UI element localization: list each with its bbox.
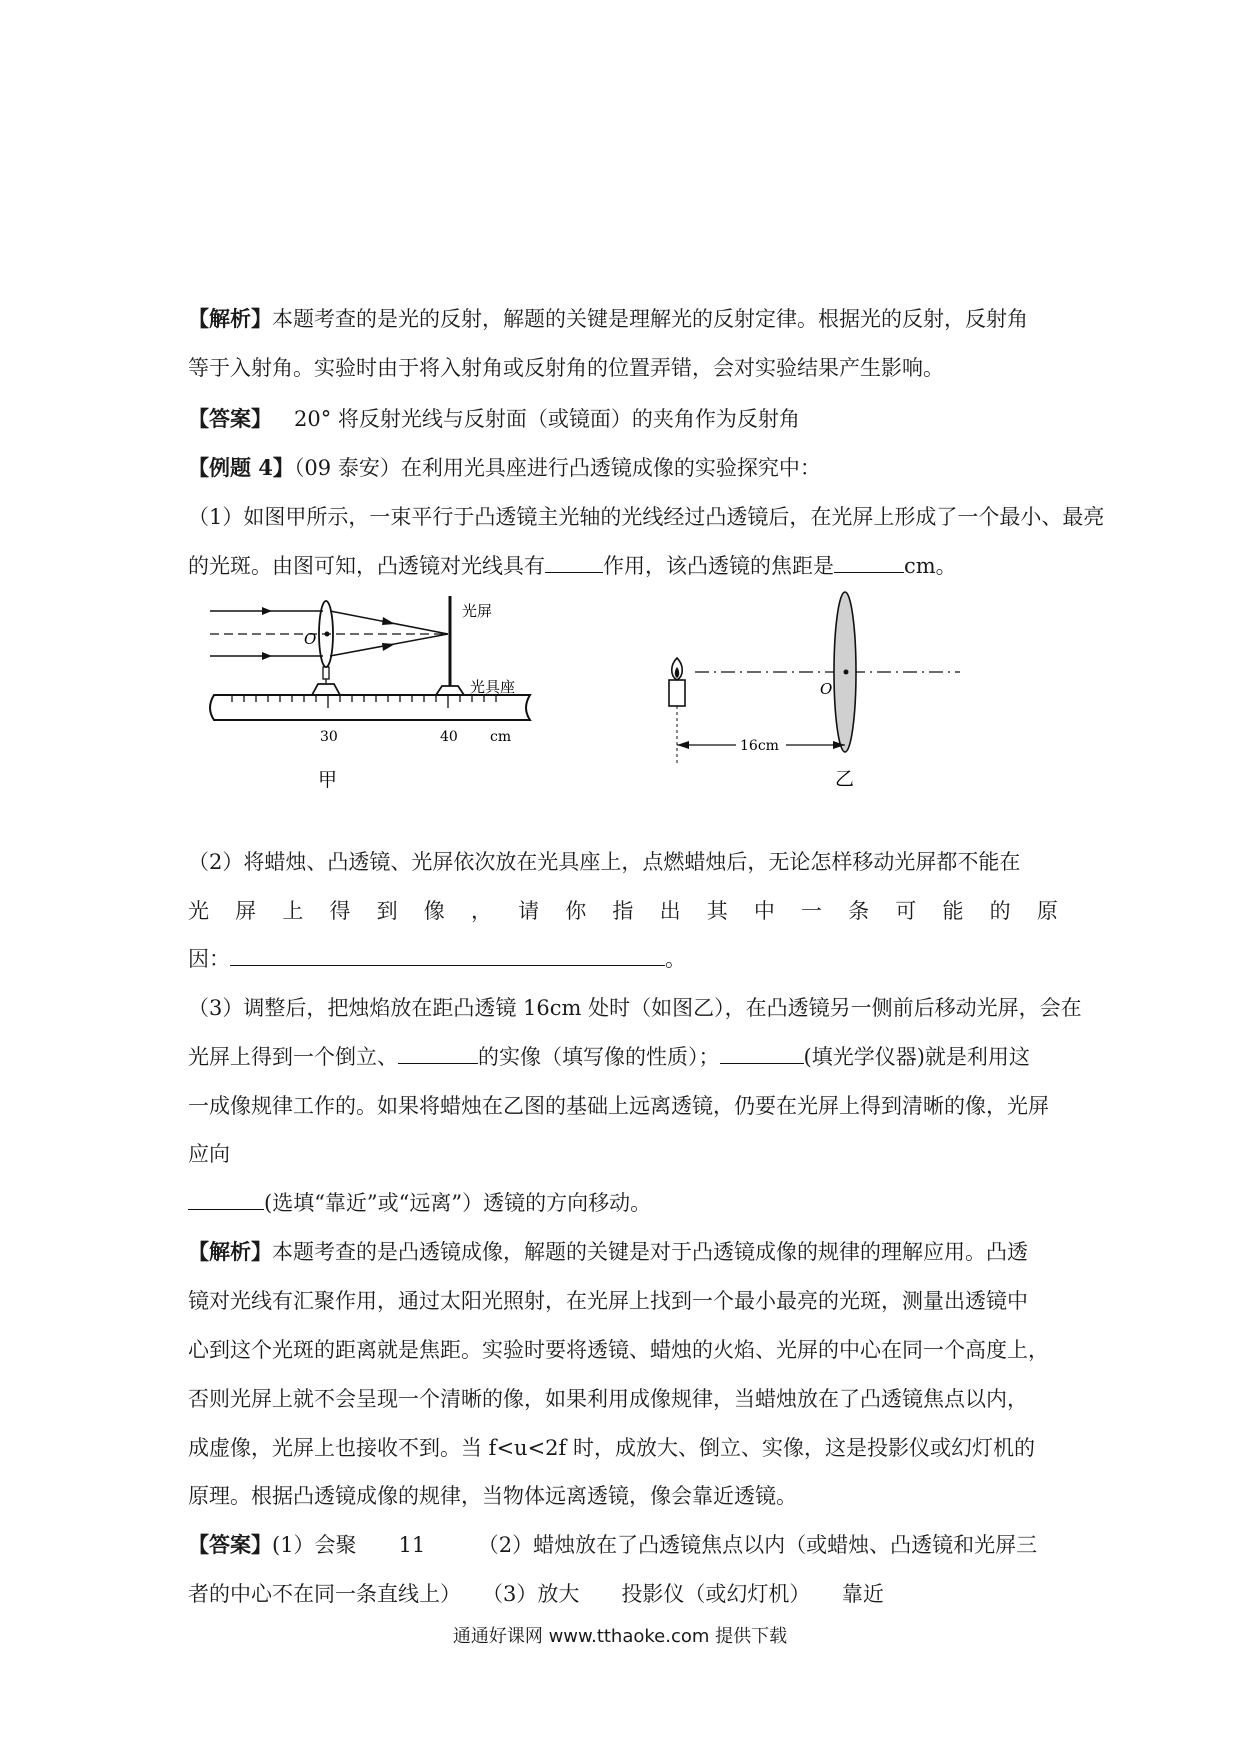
example-4-heading <box>188 453 1058 483</box>
q3-text-c: (填光学仪器)就是利用这 <box>803 1045 1030 1069</box>
answer-blank[interactable] <box>545 554 603 573</box>
question-3-line-5 <box>188 1188 1058 1218</box>
char: 可 <box>895 899 917 923</box>
caption-jia: 甲 <box>318 769 338 791</box>
analysis-label: 【解析】 <box>188 1239 272 1264</box>
answer-blank[interactable] <box>398 1045 478 1064</box>
analysis-1-line-2: 等于入射角。实验时由于将入射角或反射角的位置弄错，会对实验结果产生影响。 <box>188 356 944 380</box>
page-footer: 通通好课网 www.tthaoke.com 提供下载 <box>452 1626 788 1647</box>
char: 像 <box>423 899 445 923</box>
tick-30: 30 <box>320 729 338 745</box>
question-2-line-2 <box>188 896 1058 926</box>
question-3-line-4: 应向 <box>188 1142 230 1166</box>
analysis-2-line-2: 镜对光线有汇聚作用，通过太阳光照射，在光屏上找到一个最小最亮的光斑，测量出透镜中 <box>188 1289 1028 1313</box>
char: 原 <box>1036 899 1058 923</box>
example-label: 【例题 4】 <box>188 455 294 480</box>
answer-blank[interactable] <box>720 1045 804 1064</box>
label-o: O <box>304 630 317 648</box>
example-text: （09 泰安）在利用光具座进行凸透镜成像的实验探究中： <box>293 456 821 480</box>
question-3-line-1: （3）调整后，把烛焰放在距凸透镜 16cm 处时（如图乙），在凸透镜另一侧前后移动光屏，会在 <box>188 996 1082 1020</box>
unit-cm: cm <box>490 729 512 745</box>
char: 你 <box>565 899 587 923</box>
answer-2-line-2: 者的中心不在同一条直线上） （3）放大 投影仪（或幻灯机） 靠近 <box>188 1582 884 1606</box>
q3-text-a: 光屏上得到一个倒立、 <box>188 1045 398 1069</box>
label-o: O <box>820 680 833 698</box>
analysis-2-line-6: 原理。根据凸透镜成像的规律，当物体远离透镜，像会靠近透镜。 <box>188 1484 797 1508</box>
answer-blank[interactable] <box>188 1191 264 1210</box>
q2-text-b: 。 <box>665 947 686 971</box>
q1-text-a: 的光斑。由图可知，凸透镜对光线具有 <box>188 554 545 578</box>
analysis-2-line-1 <box>188 1237 1058 1267</box>
distance-label: 16cm <box>740 738 779 754</box>
char: 能 <box>942 899 964 923</box>
answer-blank[interactable] <box>834 554 904 573</box>
answer-2-line-1 <box>188 1530 1058 1560</box>
analysis-text: 本题考查的是光的反射，解题的关键是理解光的反射定律。根据光的反射，反射角 <box>272 307 1028 331</box>
q1-text-c: cm。 <box>904 554 957 578</box>
question-3-line-3: 一成像规律工作的。如果将蜡烛在乙图的基础上远离透镜，仍要在光屏上得到清晰的像，光屏 <box>188 1094 1049 1118</box>
question-2-line-1: （2）将蜡烛、凸透镜、光屏依次放在光具座上，点燃蜡烛后，无论怎样移动光屏都不能在 <box>188 850 1021 874</box>
label-screen: 光屏 <box>462 602 493 620</box>
analysis-text: 本题考查的是凸透镜成像，解题的关键是对于凸透镜成像的规律的理解应用。凸透 <box>272 1240 1028 1264</box>
tick-40: 40 <box>440 729 458 745</box>
char: 条 <box>848 899 870 923</box>
label-bench: 光具座 <box>470 678 516 696</box>
char: 的 <box>989 899 1011 923</box>
char: 屏 <box>235 899 257 923</box>
char: 到 <box>376 899 398 923</box>
answer-label: 【答案】 <box>188 406 272 431</box>
char: 上 <box>282 899 304 923</box>
q2-text-a: 因： <box>188 947 230 971</box>
char: 一 <box>801 899 823 923</box>
figure-jia <box>200 596 560 796</box>
question-1-line-1: （1）如图甲所示，一束平行于凸透镜主光轴的光线经过凸透镜后，在光屏上形成了一个最小、最亮 <box>188 505 1105 529</box>
q3-text-e: (选填“靠近”或“远离”）透镜的方向移动。 <box>264 1191 652 1215</box>
char: 指 <box>612 899 634 923</box>
caption-yi: 乙 <box>835 768 855 790</box>
answer-label: 【答案】 <box>188 1532 272 1557</box>
char: 出 <box>659 899 681 923</box>
answer-1 <box>188 404 1058 434</box>
analysis-2-line-4: 否则光屏上就不会呈现一个清晰的像，如果利用成像规律，当蜡烛放在了凸透镜焦点以内， <box>188 1387 1028 1411</box>
analysis-label: 【解析】 <box>188 306 272 331</box>
answer-blank[interactable] <box>230 947 665 966</box>
char: 中 <box>753 899 775 923</box>
analysis-2-line-3: 心到这个光斑的距离就是焦距。实验时要将透镜、蜡烛的火焰、光屏的中心在同一个高度上， <box>188 1338 1049 1362</box>
q3-text-b: 的实像（填写像的性质）； <box>478 1045 720 1069</box>
question-3-line-2 <box>188 1042 1058 1072</box>
answer-text: (1）会聚 11 （2）蜡烛放在了凸透镜焦点以内（或蜡烛、凸透镜和光屏三 <box>272 1533 1038 1557</box>
answer-text: 20° 将反射光线与反射面（或镜面）的夹角作为反射角 <box>294 407 800 431</box>
char: 其 <box>706 899 728 923</box>
char: 光 <box>188 899 209 923</box>
char: ， <box>470 899 492 923</box>
analysis-2-line-5: 成虚像，光屏上也接收不到。当 f<u<2f 时，成放大、倒立、实像，这是投影仪或幻灯机的 <box>188 1436 1035 1460</box>
figure-yi <box>660 590 980 800</box>
char: 得 <box>329 899 351 923</box>
q1-text-b: 作用，该凸透镜的焦距是 <box>603 554 834 578</box>
question-1-line-2 <box>188 551 1058 581</box>
analysis-1-line-1 <box>188 304 1058 334</box>
question-2-line-3 <box>188 944 1058 974</box>
char: 请 <box>518 899 540 923</box>
